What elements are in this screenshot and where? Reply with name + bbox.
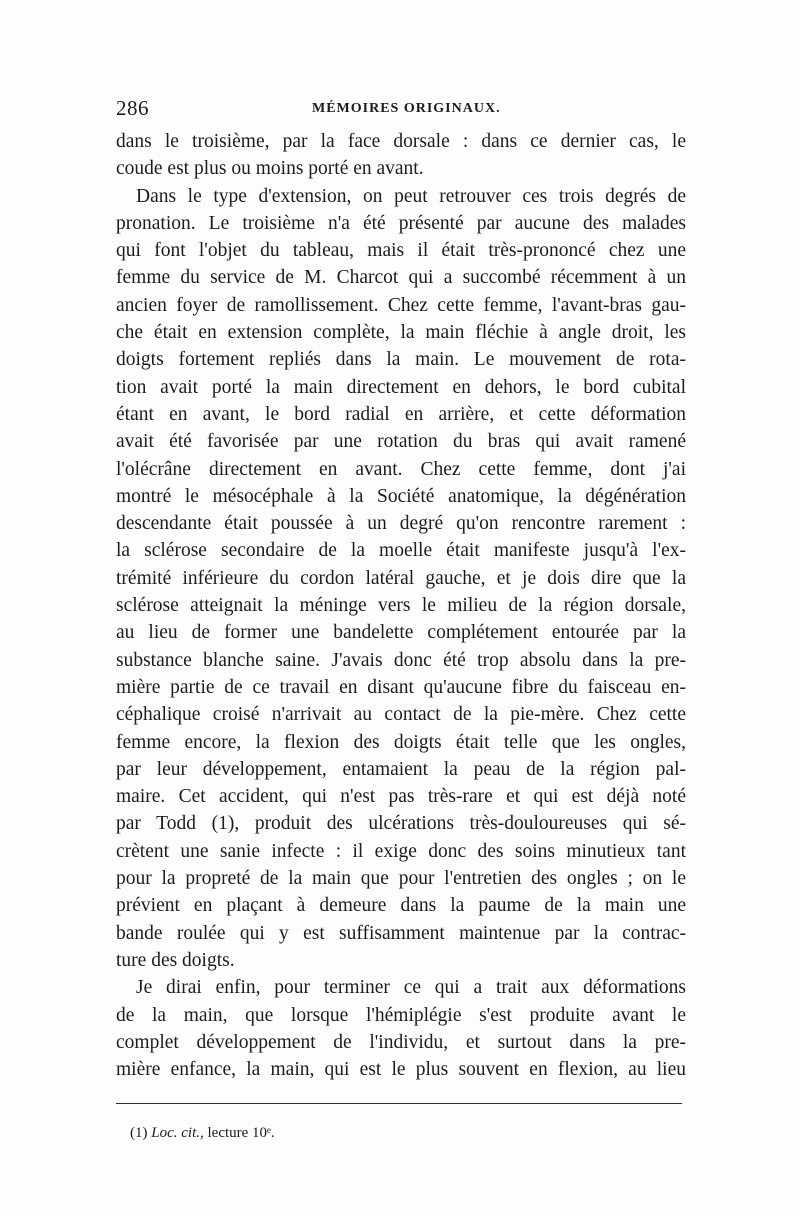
text-line: la sclérose secondaire de la moelle était manifeste jusqu'à l'ex-	[116, 540, 686, 562]
text-line: mière enfance, la main, qui est le plus souvent en flexion, au lieu	[116, 1059, 686, 1081]
text-line: substance blanche saine. J'avais donc été trop absolu dans la pre-	[116, 649, 686, 671]
text-line: femme du service de M. Charcot qui a succombé récemment à un	[116, 267, 686, 289]
text-line: avait été favorisée par une rotation du bras qui avait ramené	[116, 431, 686, 453]
text-line: Je dirai enfin, pour terminer ce qui a trait aux déformations	[136, 977, 686, 999]
footnote-ref-rest: lecture 10ᵉ.	[207, 1125, 275, 1141]
text-line: tion avait porté la main directement en dehors, le bord cubital	[116, 376, 686, 398]
text-line: complet développement de l'individu, et surtout dans la pre-	[116, 1031, 686, 1053]
text-line: femme encore, la flexion des doigts était telle que les ongles,	[116, 731, 686, 753]
footnote-rule	[116, 1103, 682, 1104]
text-line: céphalique croisé n'arrivait au contact de la pie-mère. Chez cette	[116, 704, 686, 726]
text-line: pronation. Le troisième n'a été présenté par aucune des malades	[116, 212, 686, 234]
footnote	[130, 1123, 275, 1143]
text-line: ture des doigts.	[116, 949, 235, 971]
text-line: au lieu de former une bandelette complétement entourée par la	[116, 622, 686, 644]
page-number: 286	[116, 96, 149, 120]
text-line: par Todd (1), produit des ulcérations très-douloureuses qui sé-	[116, 813, 686, 835]
text-line: maire. Cet accident, qui n'est pas très-rare et qui est déjà noté	[116, 786, 686, 808]
text-line: de la main, que lorsque l'hémiplégie s'est produite avant le	[116, 1004, 686, 1026]
text-line: l'olécrâne directement en avant. Chez cette femme, dont j'ai	[116, 458, 686, 480]
text-line: che était en extension complète, la main fléchie à angle droit, les	[116, 322, 686, 344]
text-line: doigts fortement repliés dans la main. Le mouvement de rota-	[116, 349, 686, 371]
header-title: MÉMOIRES ORIGINAUX.	[312, 101, 501, 116]
text-line: ancien foyer de ramollissement. Chez cette femme, l'avant-bras gau-	[116, 294, 686, 316]
text-line: dans le troisième, par la face dorsale : dans ce dernier cas, le	[116, 131, 686, 152]
footnote-ref-italic: Loc. cit.,	[151, 1125, 204, 1141]
text-line: montré le mésocéphale à la Société anatomique, la dégénération	[116, 485, 686, 507]
text-line: Dans le type d'extension, on peut retrouver ces trois degrés de	[136, 185, 686, 207]
text-line: descendante était poussée à un degré qu'on rencontre rarement :	[116, 513, 686, 535]
text-line: coude est plus ou moins porté en avant.	[116, 158, 424, 180]
text-line: par leur développement, entamaient la peau de la région pal-	[116, 758, 686, 780]
text-line: mière partie de ce travail en disant qu'aucune fibre du faisceau en-	[116, 676, 686, 698]
text-line: trémité inférieure du cordon latéral gauche, et je dois dire que la	[116, 567, 686, 589]
footnote-marker: (1)	[130, 1125, 148, 1141]
text-line: sclérose atteignait la méninge vers le milieu de la région dorsale,	[116, 595, 686, 617]
text-line: pour la propreté de la main que pour l'entretien des ongles ; on le	[116, 868, 686, 890]
text-line: étant en avant, le bord radial en arrière, et cette déformation	[116, 403, 686, 425]
text-line: crètent une sanie infecte : il exige donc des soins minutieux tant	[116, 840, 686, 862]
text-line: prévient en plaçant à demeure dans la paume de la main une	[116, 895, 686, 917]
body-text	[116, 128, 686, 1083]
text-line: qui font l'objet du tableau, mais il était très-prononcé chez une	[116, 240, 686, 262]
text-line: bande roulée qui y est suffisamment maintenue par la contrac-	[116, 922, 686, 944]
running-head	[116, 96, 688, 126]
